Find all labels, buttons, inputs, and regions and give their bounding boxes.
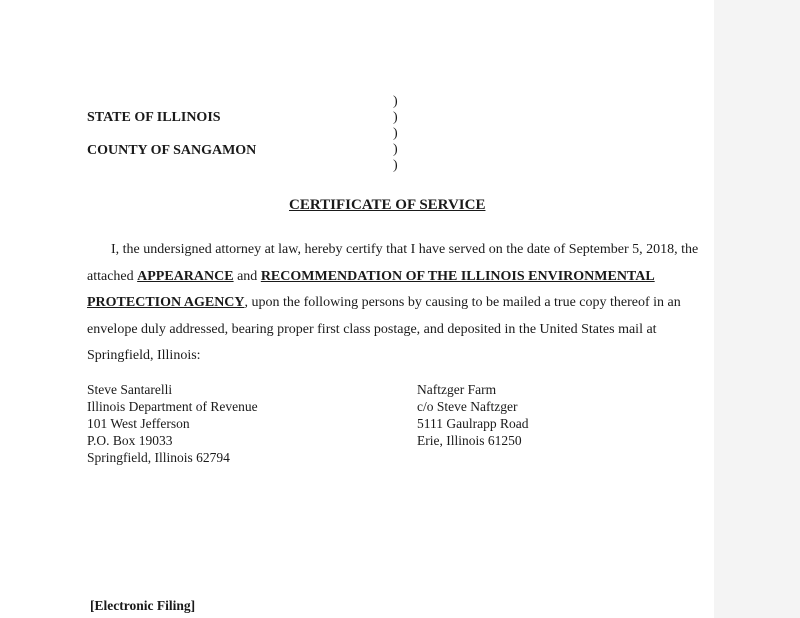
address-line: Illinois Department of Revenue: [87, 399, 258, 414]
document-name-recommendation: RECOMMENDATION OF THE ILLINOIS ENVIRONMENTAL PROTECTION AGENCY: [87, 268, 655, 310]
address-line: 101 West Jefferson: [87, 416, 190, 431]
address-line: c/o Steve Naftzger: [417, 399, 518, 414]
page-margin-shade: [714, 0, 800, 618]
caption-paren: ): [393, 158, 398, 173]
caption-state: STATE OF ILLINOIS: [87, 110, 221, 125]
electronic-filing-label: [Electronic Filing]: [90, 598, 196, 613]
address-line: 5111 Gaulrapp Road: [417, 416, 529, 431]
caption-county: COUNTY OF SANGAMON: [87, 143, 257, 158]
caption-paren: ): [393, 126, 398, 141]
address-line: Erie, Illinois 61250: [417, 433, 522, 448]
address-line: Naftzger Farm: [417, 382, 497, 397]
body-text-and: and: [233, 268, 261, 284]
caption-paren: ): [393, 110, 398, 125]
address-line: Steve Santarelli: [87, 382, 173, 397]
recipient-address-1: [87, 381, 258, 466]
caption-paren: ): [393, 142, 398, 157]
body-text-part1: I, the undersigned attorney at law, hereby certify that I have served on the date of September 5, 2018, the attached: [87, 242, 699, 284]
address-line: P.O. Box 19033: [87, 433, 173, 448]
document-title: CERTIFICATE OF SERVICE: [289, 197, 486, 213]
body-text-part2: , upon the following persons by causing to be mailed a true copy thereof in an envelope duly addressed, bearing proper first class postage, and deposited in the United States mail at Springfield, Illinois:: [87, 295, 681, 363]
address-line: Springfield, Illinois 62794: [87, 450, 230, 465]
document-name-appearance: APPEARANCE: [137, 268, 234, 284]
recipient-address-2: [417, 381, 528, 449]
certificate-paragraph: [87, 237, 699, 370]
caption-paren: ): [393, 94, 398, 109]
